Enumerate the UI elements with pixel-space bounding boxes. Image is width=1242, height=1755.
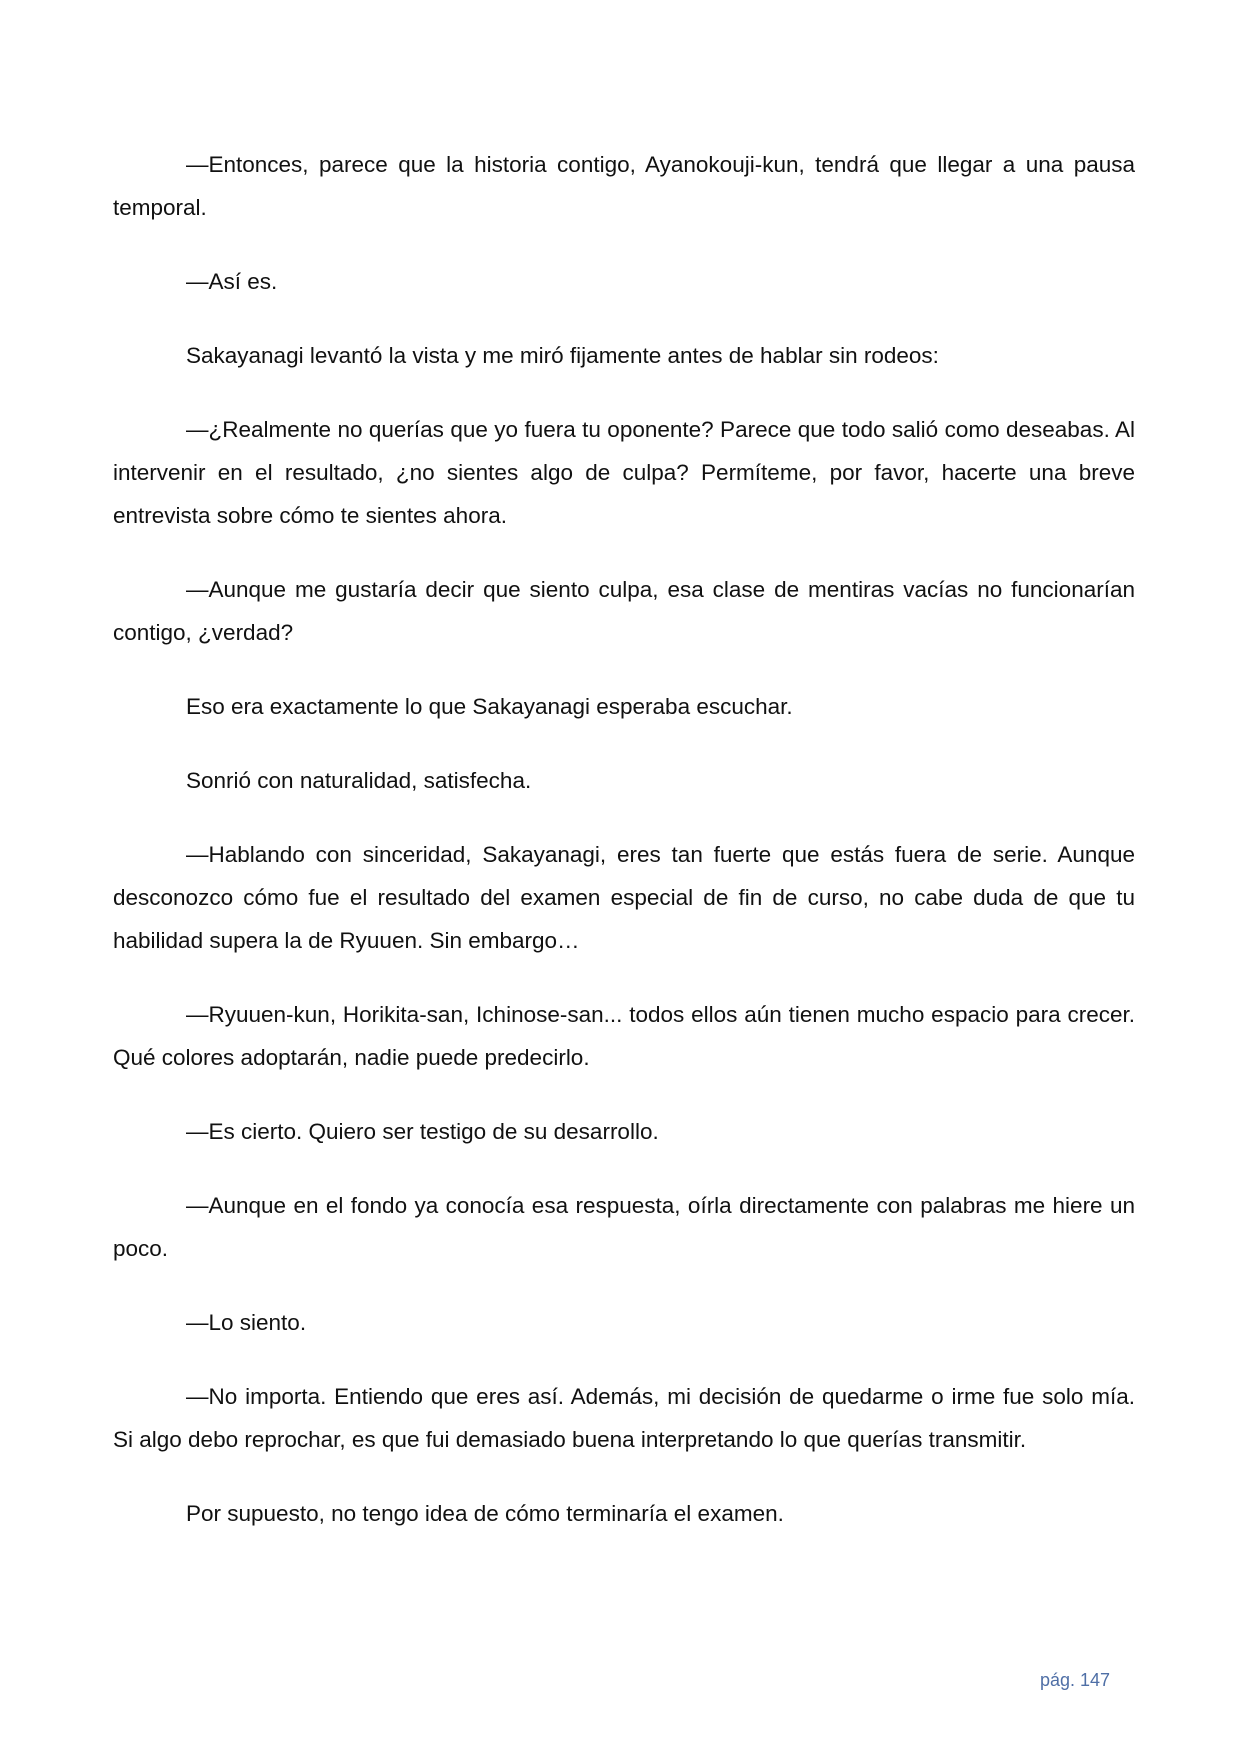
paragraph: —¿Realmente no querías que yo fuera tu oponente? Parece que todo salió como deseabas. Al intervenir en el resultado, ¿no sientes algo de culpa? Permíteme, por favor, hacerte una breve entrevista sobre cómo te sientes ahora.: [113, 417, 1135, 528]
paragraph: —Aunque me gustaría decir que siento culpa, esa clase de mentiras vacías no funcionarían contigo, ¿verdad?: [113, 577, 1135, 645]
page-number: pág. 147: [1040, 1670, 1111, 1690]
paragraph: —Entonces, parece que la historia contigo, Ayanokouji-kun, tendrá que llegar a una pausa temporal.: [113, 152, 1135, 220]
paragraph: Eso era exactamente lo que Sakayanagi esperaba escuchar.: [186, 694, 793, 719]
paragraph: —Aunque en el fondo ya conocía esa respuesta, oírla directamente con palabras me hiere un poco.: [113, 1193, 1135, 1261]
paragraph: Sakayanagi levantó la vista y me miró fijamente antes de hablar sin rodeos:: [186, 343, 939, 368]
page-body: [113, 143, 1135, 1566]
paragraph: —Así es.: [186, 269, 278, 294]
paragraph: —Hablando con sinceridad, Sakayanagi, eres tan fuerte que estás fuera de serie. Aunque desconozco cómo fue el resultado del examen especial de fin de curso, no cabe duda de que tu habilidad supera la de Ryuuen. Sin embargo…: [113, 842, 1135, 953]
paragraph: —Es cierto. Quiero ser testigo de su desarrollo.: [186, 1119, 659, 1144]
paragraph: Por supuesto, no tengo idea de cómo terminaría el examen.: [186, 1501, 784, 1526]
paragraph: —Lo siento.: [186, 1310, 307, 1335]
paragraph: —Ryuuen-kun, Horikita-san, Ichinose-san... todos ellos aún tienen mucho espacio para crecer. Qué colores adoptarán, nadie puede predecirlo.: [113, 1002, 1135, 1070]
paragraph: Sonrió con naturalidad, satisfecha.: [186, 768, 532, 793]
paragraph: —No importa. Entiendo que eres así. Además, mi decisión de quedarme o irme fue solo mía. Si algo debo reprochar, es que fui demasiado buena interpretando lo que querías transmitir.: [113, 1384, 1135, 1452]
